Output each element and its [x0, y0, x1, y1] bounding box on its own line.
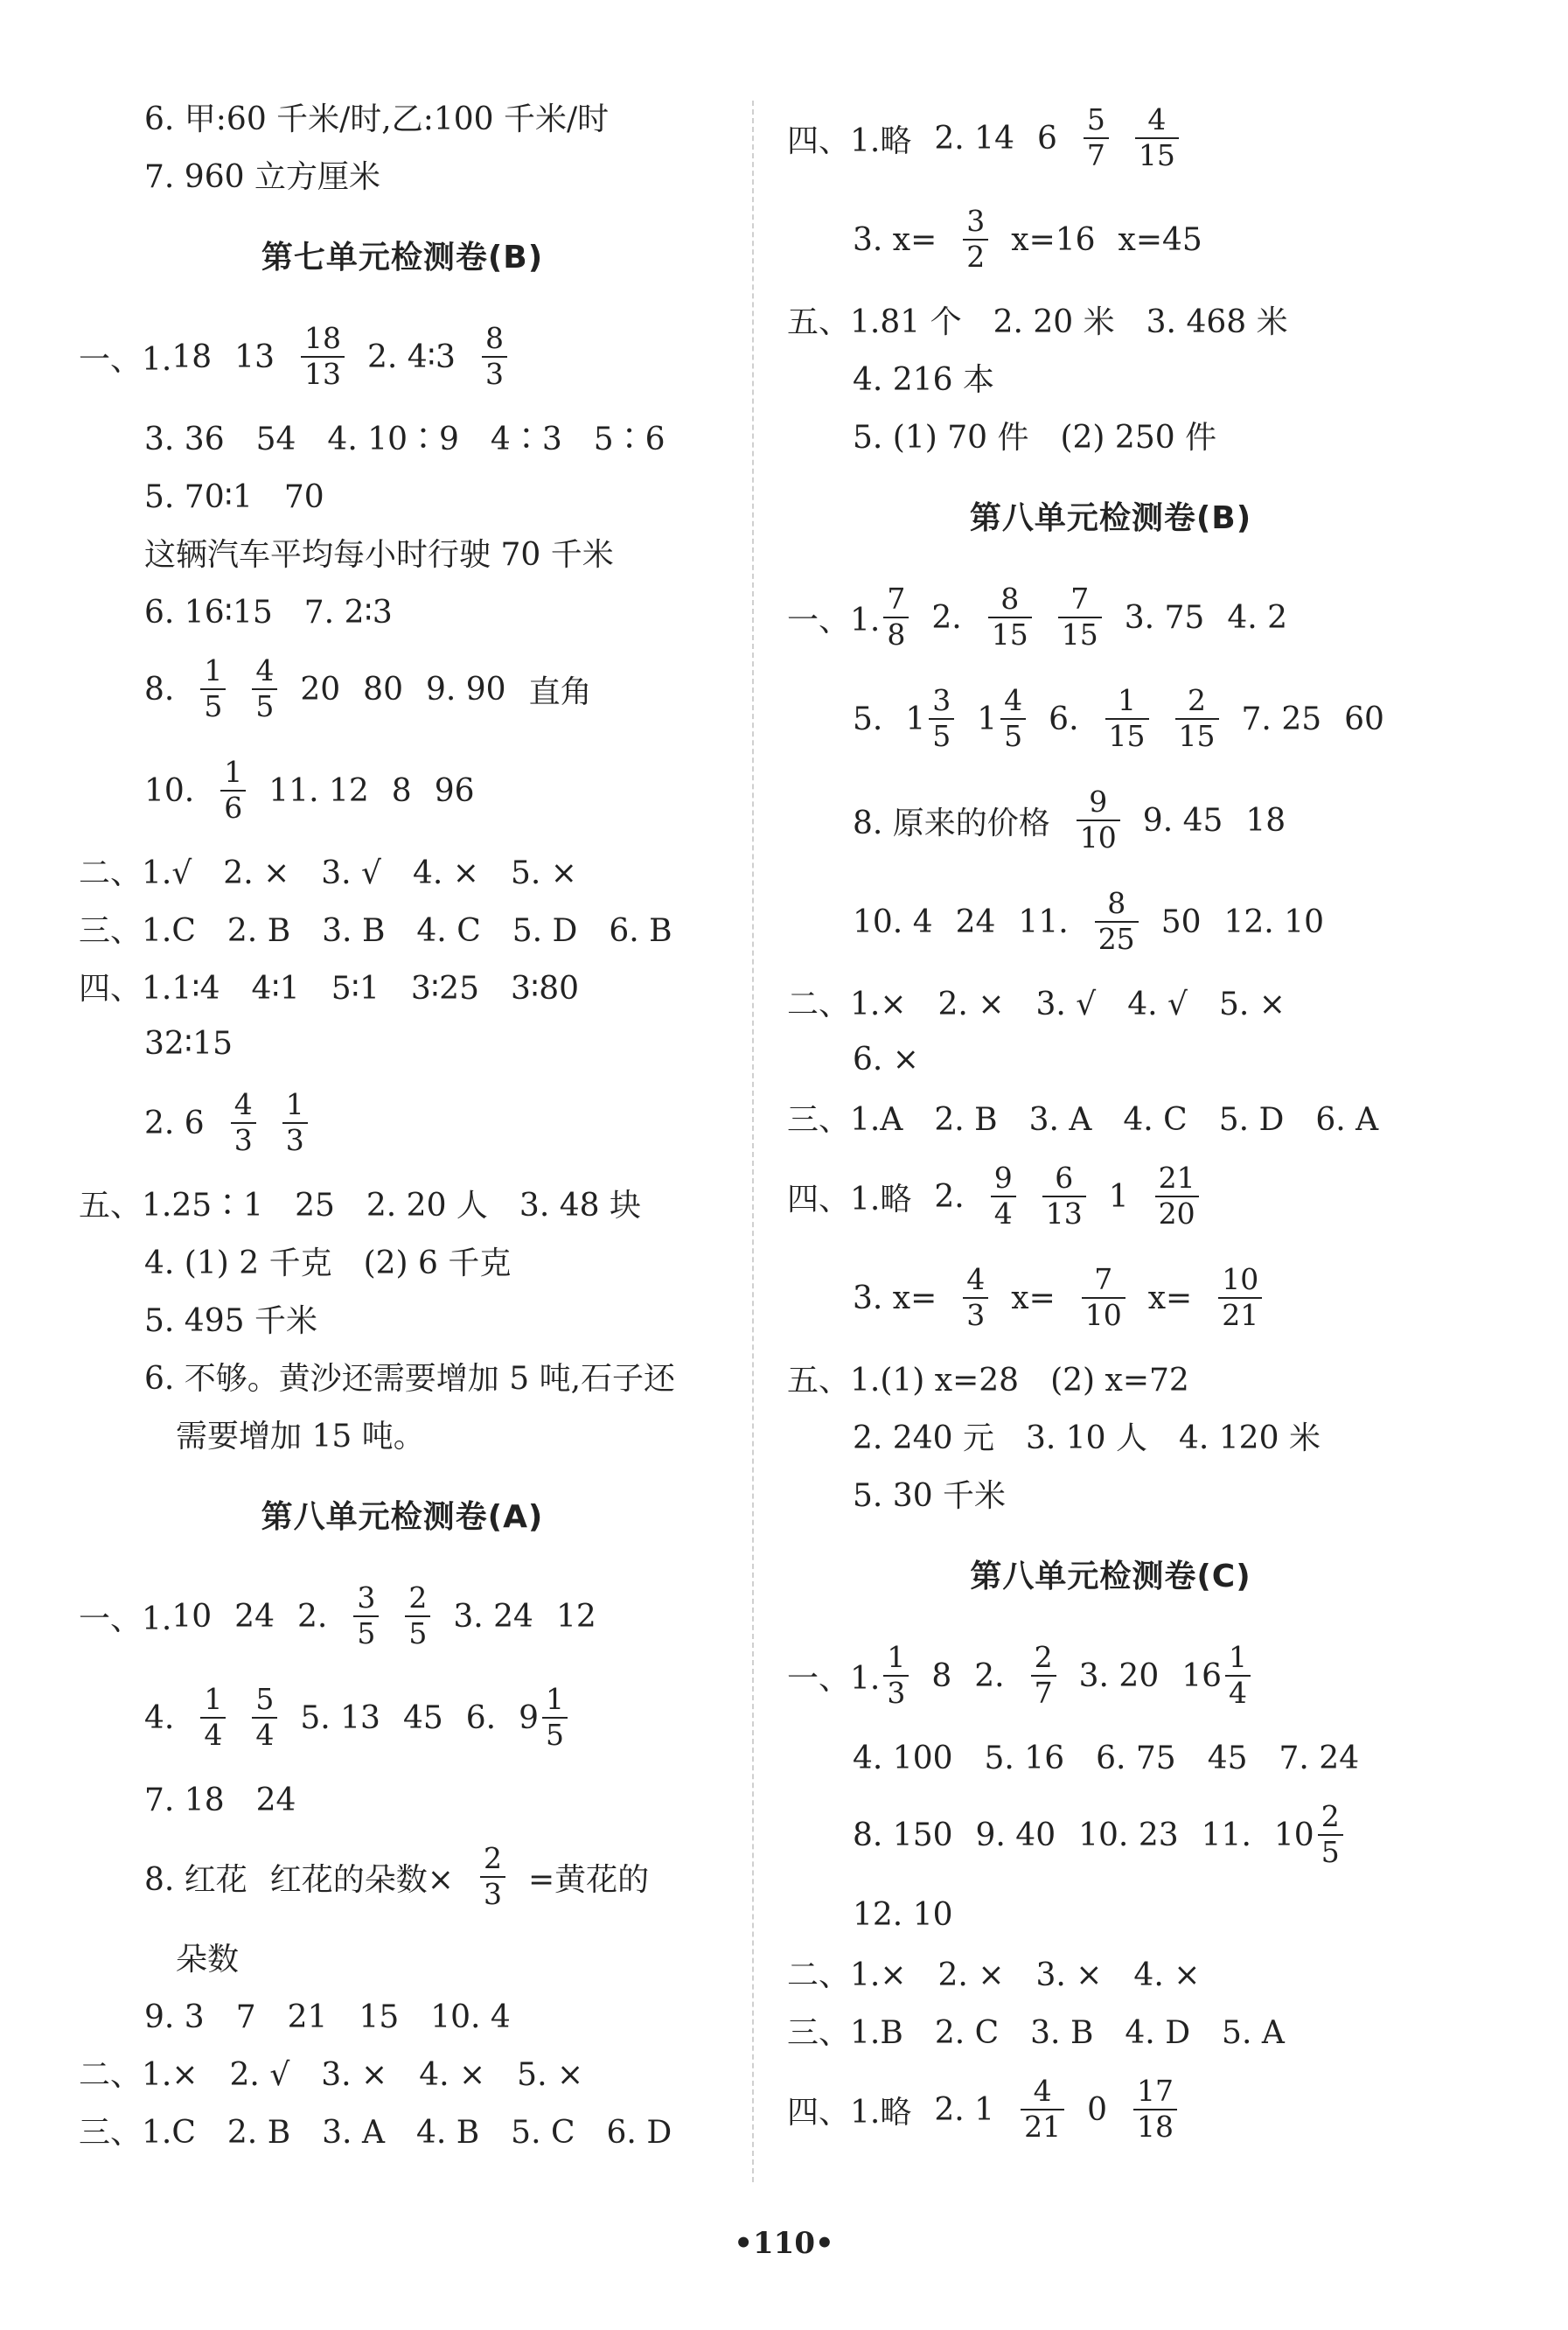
answer-line	[787, 406, 1434, 464]
fraction	[1000, 683, 1026, 753]
fraction	[1095, 886, 1139, 956]
answer-line	[79, 145, 726, 203]
fraction-numerator: 2	[1188, 683, 1207, 718]
answer-text: 4. 216 本	[853, 361, 994, 398]
fraction-denominator: 8	[883, 617, 909, 651]
section-title: 第八单元检测卷(C)	[970, 1558, 1251, 1594]
fraction	[200, 653, 226, 723]
fraction-denominator: 10	[1077, 820, 1120, 854]
fraction-numerator: 17	[1136, 2074, 1174, 2109]
answer-text: 1	[1108, 1178, 1129, 1215]
answer-text: 6	[1036, 120, 1057, 157]
fraction-numerator: 10	[1222, 1262, 1259, 1297]
fraction	[1225, 1640, 1251, 1710]
answer-text: 需要增加 15 吨。	[144, 1418, 425, 1455]
question-number: 一、1.	[79, 1601, 172, 1637]
answer-text: =黄花的	[527, 1861, 650, 1898]
answer-text: 6. ×	[853, 1041, 919, 1078]
answer-line	[787, 668, 1434, 770]
fraction-numerator: 1	[285, 1087, 304, 1122]
answer-text: 10	[171, 1598, 213, 1635]
fraction-denominator: 3	[282, 1122, 308, 1156]
fraction-numerator: 3	[357, 1580, 376, 1615]
question-number: 五、1.	[79, 1187, 172, 1224]
answer-text: 32∶15	[144, 1025, 233, 1062]
fraction-denominator: 2	[963, 239, 988, 273]
fraction-numerator: 2	[483, 1841, 502, 1876]
answer-line	[787, 1406, 1434, 1464]
answer-text: 6.	[465, 1699, 497, 1736]
mixed-number	[519, 1682, 568, 1752]
fraction-denominator: 5	[405, 1615, 430, 1650]
answer-text: 5. 30 千米	[853, 1477, 1007, 1514]
question-number: 一、1.	[787, 1660, 881, 1697]
fraction-denominator: 5	[1000, 718, 1026, 752]
answer-text: 60	[1344, 701, 1384, 737]
answer-text: 6. 16∶15 7. 2∶3	[144, 594, 393, 631]
fraction-denominator: 21	[1218, 1297, 1262, 1331]
fraction	[1105, 683, 1149, 753]
answer-line	[79, 306, 726, 408]
mixed-number	[905, 683, 954, 753]
answer-line	[787, 87, 1434, 189]
answer-line	[79, 1928, 726, 1985]
answer-text: 红花的朵数×	[269, 1861, 454, 1898]
fraction	[1218, 1262, 1262, 1332]
answer-text: x=	[1011, 1280, 1056, 1316]
fraction	[301, 321, 345, 391]
fraction-denominator: 7	[1031, 1675, 1056, 1709]
fraction-numerator: 8	[484, 321, 504, 356]
fraction-numerator: 4	[1004, 683, 1023, 718]
answer-text: 2.	[931, 599, 962, 636]
answer-text: 4. 2	[1227, 599, 1288, 636]
fraction	[991, 1163, 1016, 1229]
answer-text: 18	[1245, 802, 1286, 839]
fraction-numerator: 7	[1070, 582, 1090, 617]
page-number: •110•	[734, 2226, 834, 2261]
fraction	[1082, 1262, 1125, 1332]
fraction-denominator: 5	[929, 718, 954, 752]
fraction-numerator: 1	[1118, 683, 1137, 718]
answer-text: x=	[1147, 1280, 1193, 1316]
answer-text: (1) x=28 (2) x=72	[880, 1362, 1189, 1399]
column-divider	[752, 101, 754, 2182]
fraction-numerator: 1	[887, 1640, 906, 1675]
answer-line	[787, 1146, 1434, 1247]
fraction	[231, 1087, 256, 1157]
fraction	[1155, 1163, 1199, 1229]
fraction-numerator: 4	[233, 1087, 253, 1122]
answer-text: 8.	[144, 671, 175, 708]
fraction-numerator: 21	[1158, 1161, 1195, 1196]
fraction-numerator: 8	[1107, 886, 1126, 921]
question-number: 二、1.	[787, 1957, 881, 1993]
answer-text: 24	[234, 1598, 275, 1635]
fraction-denominator: 5	[1318, 1834, 1343, 1868]
answer-text: 直角	[528, 673, 592, 710]
fraction	[1058, 584, 1102, 650]
question-number: 四、1.	[79, 970, 172, 1007]
fraction-denominator: 5	[200, 688, 226, 722]
answer-line	[79, 523, 726, 581]
fraction-numerator: 3	[932, 683, 951, 718]
fraction	[1135, 102, 1179, 172]
section-title: 第八单元检测卷(B)	[969, 499, 1252, 536]
answer-text: x=16	[1011, 221, 1096, 258]
mixed-number-whole: 16	[1181, 1657, 1223, 1694]
fraction	[1042, 1163, 1086, 1229]
answer-text: 9. 40	[975, 1817, 1056, 1853]
answer-text: × 2. √ 3. × 4. × 5. ×	[171, 2056, 584, 2093]
answer-text: 10.	[144, 772, 195, 809]
answer-text: 24	[955, 903, 996, 940]
fraction	[883, 584, 909, 650]
answer-text: 3. x=	[853, 1280, 937, 1316]
answer-text: 2. 240 元 3. 10 人 4. 120 米	[853, 1420, 1321, 1456]
fraction-denominator: 7	[1084, 137, 1109, 171]
answer-text: × 2. × 3. √ 4. √ 5. ×	[880, 986, 1286, 1022]
fraction-numerator: 4	[255, 653, 275, 688]
mixed-number-whole: 9	[519, 1699, 540, 1736]
answer-text: 3. x=	[853, 221, 937, 258]
section-title: 第八单元检测卷(A)	[261, 1498, 544, 1535]
fraction-denominator: 15	[1105, 718, 1149, 752]
fraction	[1077, 787, 1120, 853]
fraction-denominator: 13	[1042, 1196, 1086, 1230]
answer-line	[787, 1727, 1434, 1784]
answer-line	[79, 1826, 726, 1928]
answer-text: 8	[931, 1657, 952, 1694]
answer-line	[79, 1985, 726, 2043]
fraction-denominator: 5	[353, 1615, 379, 1650]
answer-line	[79, 1289, 726, 1347]
answer-line	[79, 841, 726, 899]
question-number: 三、1.	[787, 1101, 881, 1138]
answer-text: 45	[402, 1699, 443, 1736]
answer-line	[787, 1886, 1434, 1943]
question-number: 四、1.	[787, 122, 881, 159]
fraction-denominator: 25	[1095, 921, 1139, 955]
answer-line	[79, 1405, 726, 1462]
answer-line	[79, 2101, 726, 2159]
fraction-numerator: 4	[1147, 102, 1167, 137]
answer-text: 0	[1087, 2091, 1107, 2128]
fraction-numerator: 8	[1000, 582, 1020, 617]
fraction-denominator: 15	[1135, 137, 1179, 171]
answer-text: 5. 70∶1 70	[144, 478, 324, 515]
fraction-numerator: 7	[887, 582, 906, 617]
section-title: 第七单元检测卷(B)	[261, 239, 544, 276]
fraction	[963, 1262, 988, 1332]
answer-text: C 2. B 3. B 4. C 5. D 6. B	[171, 912, 672, 949]
question-number: 二、1.	[787, 986, 881, 1022]
answer-text: 5. (1) 70 件 (2) 250 件	[853, 419, 1217, 456]
answer-text: x=45	[1118, 221, 1202, 258]
answer-text: √ 2. × 3. √ 4. × 5. ×	[171, 855, 577, 891]
fraction-denominator: 4	[991, 1196, 1016, 1230]
answer-text: 50	[1160, 903, 1202, 940]
answer-line	[787, 189, 1434, 290]
fraction-numerator: 6	[1055, 1161, 1074, 1196]
answer-line	[79, 1231, 726, 1289]
answer-text: 这辆汽车平均每小时行驶 70 千米	[144, 536, 614, 573]
answer-line	[79, 1174, 726, 1231]
question-number: 二、1.	[79, 2056, 172, 2093]
answer-line	[787, 1088, 1434, 1146]
fraction	[1133, 2076, 1177, 2142]
answer-text: C 2. B 3. A 4. B 5. C 6. D	[171, 2114, 672, 2151]
fraction-denominator: 6	[220, 790, 246, 824]
answer-text: 96	[434, 772, 475, 809]
answer-line	[79, 2043, 726, 2101]
answer-text: B 2. C 3. B 4. D 5. A	[880, 2014, 1285, 2051]
answer-line	[787, 1625, 1434, 1727]
fraction-denominator: 4	[200, 1717, 226, 1751]
question-number: 五、1.	[787, 1362, 881, 1399]
answer-line	[79, 1566, 726, 1667]
question-number: 四、1.	[787, 1181, 881, 1217]
answer-line	[79, 465, 726, 523]
mixed-number-whole: 10	[1273, 1817, 1314, 1853]
fraction-numerator: 4	[966, 1262, 986, 1297]
question-number: 三、1.	[79, 2114, 172, 2151]
answer-text: 12	[555, 1598, 596, 1635]
answer-text: 3. 24	[453, 1598, 533, 1635]
fraction	[1031, 1640, 1056, 1710]
answer-line	[787, 1247, 1434, 1349]
answer-text: 7. 18 24	[144, 1782, 296, 1818]
answer-text: 6. 不够。黄沙还需要增加 5 吨,石子还	[144, 1360, 676, 1397]
fraction-numerator: 5	[1086, 102, 1105, 137]
fraction	[220, 757, 246, 823]
answer-text: 2. 6	[144, 1105, 205, 1141]
question-number: 二、1.	[79, 855, 172, 891]
answer-text: 2.	[296, 1598, 328, 1635]
fraction	[405, 1580, 430, 1650]
fraction-denominator: 15	[1175, 718, 1219, 752]
mixed-number	[977, 683, 1026, 753]
answer-text: 2.	[934, 1178, 965, 1215]
mixed-number-whole: 1	[977, 701, 998, 737]
answer-text: 9. 45	[1142, 802, 1223, 839]
answer-text: 5. 13	[300, 1699, 380, 1736]
fraction-numerator: 1	[546, 1682, 565, 1717]
answer-line	[787, 348, 1434, 406]
answer-text: 10. 4	[853, 903, 933, 940]
answer-text: 3. 36 54 4. 10∶9 4∶3 5∶6	[144, 421, 666, 457]
fraction-numerator: 1	[224, 755, 243, 790]
answer-text: 11. 12	[268, 772, 369, 809]
fraction	[929, 683, 954, 753]
answer-line	[79, 408, 726, 465]
fraction-numerator: 2	[1034, 1640, 1053, 1675]
fraction-numerator: 9	[993, 1161, 1013, 1196]
fraction	[883, 1640, 909, 1710]
question-number: 四、1.	[787, 2094, 881, 2131]
fraction-denominator: 21	[1021, 2109, 1064, 2143]
answer-line	[79, 638, 726, 740]
answer-line	[79, 740, 726, 841]
answer-line	[787, 1349, 1434, 1406]
answer-text: 20	[300, 671, 341, 708]
answer-text: 2. 14	[934, 120, 1014, 157]
fraction-numerator: 2	[408, 1580, 428, 1615]
answer-text: 2. 1	[934, 2091, 995, 2128]
answer-text: 9. 90	[425, 671, 506, 708]
answer-line	[79, 1667, 726, 1768]
answer-line	[79, 1347, 726, 1405]
question-number: 三、1.	[787, 2014, 881, 2051]
answer-text: 25∶1 25 2. 20 人 3. 48 块	[171, 1187, 641, 1224]
answer-text: 8. 150	[853, 1817, 953, 1853]
fraction	[482, 321, 507, 391]
answer-line	[787, 973, 1434, 1030]
answer-line	[787, 2059, 1434, 2160]
right-column	[787, 87, 1434, 2160]
answer-line	[787, 1784, 1434, 1886]
answer-text: 5. 495 千米	[144, 1302, 317, 1339]
answer-text: × 2. × 3. × 4. ×	[880, 1957, 1201, 1993]
fraction-denominator: 18	[1133, 2109, 1177, 2143]
fraction	[988, 584, 1032, 650]
answer-text: 3. 20	[1078, 1657, 1160, 1694]
fraction	[542, 1682, 568, 1752]
answer-text: 12. 10	[853, 1896, 953, 1933]
answer-line	[787, 1464, 1434, 1522]
answer-line	[79, 1768, 726, 1826]
answer-text: 9. 3 7 21 15 10. 4	[144, 1999, 511, 2035]
fraction-denominator: 3	[963, 1297, 988, 1331]
question-number: 一、1.	[787, 602, 881, 638]
answer-text: 1∶4 4∶1 5∶1 3∶25 3∶80	[171, 970, 580, 1007]
fraction-denominator: 20	[1155, 1196, 1199, 1230]
answer-text: 5.	[853, 701, 883, 737]
fraction	[1084, 102, 1109, 172]
fraction-numerator: 1	[204, 1682, 223, 1717]
answer-text: 8. 红花	[144, 1861, 247, 1898]
answer-line	[787, 1943, 1434, 2001]
answer-text: 7. 25	[1241, 701, 1322, 737]
answer-line	[79, 1015, 726, 1072]
answer-line	[787, 290, 1434, 348]
fraction	[282, 1087, 308, 1157]
fraction	[353, 1580, 379, 1650]
fraction	[1318, 1799, 1343, 1869]
question-number: 三、1.	[79, 912, 172, 949]
mixed-number	[1273, 1799, 1343, 1869]
fraction-denominator: 4	[1225, 1675, 1251, 1709]
answer-text: 2. 4∶3	[366, 338, 456, 375]
answer-text: 略	[880, 122, 912, 159]
answer-line	[79, 899, 726, 957]
fraction-numerator: 1	[1229, 1640, 1248, 1675]
fraction-numerator: 9	[1089, 785, 1108, 820]
fraction-numerator: 1	[204, 653, 223, 688]
mixed-number-whole: 1	[905, 701, 926, 737]
answer-line	[787, 871, 1434, 973]
answer-text: 7. 960 立方厘米	[144, 158, 380, 195]
answer-text: 10. 23	[1078, 1817, 1179, 1853]
mixed-number	[1181, 1640, 1251, 1710]
answer-text: 13	[234, 338, 275, 375]
answer-line	[79, 87, 726, 145]
fraction-denominator: 13	[301, 356, 345, 390]
fraction-numerator: 2	[1321, 1799, 1340, 1834]
fraction-denominator: 5	[542, 1717, 568, 1751]
fraction-denominator: 10	[1082, 1297, 1125, 1331]
answer-text: 6.	[1049, 701, 1079, 737]
fraction-denominator: 3	[231, 1122, 256, 1156]
answer-text: 略	[880, 2094, 912, 2131]
answer-line	[787, 567, 1434, 668]
answer-line	[79, 581, 726, 638]
fraction-denominator: 3	[480, 1876, 505, 1910]
answer-text: 12. 10	[1223, 903, 1325, 940]
answer-text: 18	[171, 338, 213, 375]
answer-text: 8	[391, 772, 412, 809]
answer-line	[79, 957, 726, 1015]
answer-text: 11.	[1018, 903, 1069, 940]
answer-text: 4. 100 5. 16 6. 75 45 7. 24	[853, 1740, 1360, 1776]
answer-text: 2.	[974, 1657, 1005, 1694]
answer-text: 朵数	[144, 1941, 240, 1978]
fraction	[200, 1682, 226, 1752]
answer-line	[787, 2001, 1434, 2059]
question-number: 一、1.	[79, 341, 172, 378]
question-number: 五、1.	[787, 303, 881, 340]
fraction-denominator: 5	[252, 688, 277, 722]
fraction-denominator: 3	[883, 1675, 909, 1709]
answer-text: 6. 甲:60 千米/时,乙:100 千米/时	[144, 101, 610, 137]
fraction-numerator: 18	[303, 321, 341, 356]
answer-text: 略	[880, 1181, 912, 1217]
fraction	[252, 653, 277, 723]
answer-text: 81 个 2. 20 米 3. 468 米	[880, 303, 1288, 340]
answer-text: 4. (1) 2 千克 (2) 6 千克	[144, 1245, 512, 1281]
answer-text: 8. 原来的价格	[853, 805, 1050, 841]
answer-line	[79, 1072, 726, 1174]
fraction-denominator: 15	[1058, 617, 1102, 651]
fraction-denominator: 15	[988, 617, 1032, 651]
fraction	[963, 206, 988, 272]
left-column	[79, 87, 726, 2159]
fraction-denominator: 4	[252, 1717, 277, 1751]
answer-text: A 2. B 3. A 4. C 5. D 6. A	[880, 1101, 1379, 1138]
answer-text: 3. 75	[1124, 599, 1205, 636]
fraction-numerator: 4	[1033, 2074, 1052, 2109]
answer-line	[787, 1030, 1434, 1088]
fraction-denominator: 3	[482, 356, 507, 390]
fraction-numerator: 3	[966, 204, 986, 239]
answer-text: 80	[363, 671, 403, 708]
fraction-numerator: 5	[255, 1682, 275, 1717]
fraction	[1021, 2076, 1064, 2142]
fraction	[480, 1841, 505, 1911]
answer-text: 11.	[1201, 1817, 1251, 1853]
fraction	[1175, 683, 1219, 753]
answer-text: 4.	[144, 1699, 175, 1736]
answer-line	[787, 770, 1434, 871]
fraction	[252, 1682, 277, 1752]
fraction-numerator: 7	[1094, 1262, 1113, 1297]
